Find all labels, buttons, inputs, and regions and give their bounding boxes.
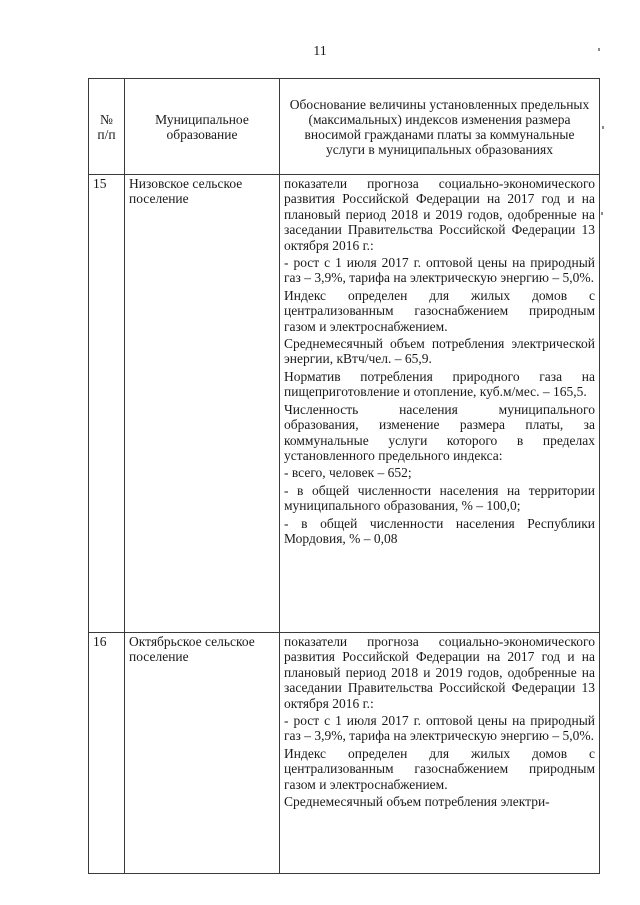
page-number: 11 (313, 44, 327, 59)
justification-cell (280, 175, 600, 633)
municipality-name: Октябрьское сельское поселение (125, 633, 280, 874)
justification-paragraph: - рост с 1 июля 2017 г. оптовой цены на природный газ – 3,9%, тарифа на электрическую энергию – 5,0%. (284, 255, 595, 286)
justification-paragraph: - рост с 1 июля 2017 г. оптовой цены на природный газ – 3,9%, тарифа на электрическую энергию – 5,0%. (284, 713, 595, 744)
justification-paragraph: показатели прогноза социально-экономического развития Российской Федерации на 2017 год и на плановый период 2018 и 2019 годов, одобренные на заседании Правительства Российской Федерации 13 октября 2016 г.: (284, 176, 595, 253)
row-number: 15 (89, 175, 125, 633)
row-number: 16 (89, 633, 125, 874)
header-justification: Обоснование величины установленных предельных (максимальных) индексов изменения размера вносимой гражданами платы за коммунальные услуги в муниципальных образованиях (280, 79, 600, 175)
indices-table (88, 78, 600, 874)
justification-paragraph: показатели прогноза социально-экономического развития Российской Федерации на 2017 год и на плановый период 2018 и 2019 годов, одобренные на заседании Правительства Российской Федерации 13 октября 2016 г.: (284, 634, 595, 711)
justification-paragraph: Норматив потребления природного газа на пищеприготовление и отопление, куб.м/мес. – 165,5. (284, 368, 595, 400)
municipality-name: Низовское сельское поселение (125, 175, 280, 633)
justification-paragraph: Индекс определен для жилых домов с централизованным газоснабжением природным газом и электроснабжением. (284, 745, 595, 792)
table-header-row (89, 79, 600, 175)
justification-paragraph: Индекс определен для жилых домов с централизованным газоснабжением природным газом и электроснабжением. (284, 287, 595, 334)
header-municipality: Муниципальное образование (125, 79, 280, 175)
table-row (89, 175, 600, 633)
justification-paragraph: Численность населения муниципального образования, изменение размера платы, за коммунальные услуги которого в пределах установленного предельного индекса: (284, 401, 595, 463)
table-row (89, 633, 600, 874)
justification-paragraph: Среднемесячный объем потребления электри- (284, 794, 550, 810)
justification-paragraph: Среднемесячный объем потребления электрической энергии, кВтч/чел. – 65,9. (284, 336, 595, 367)
header-number: № п/п (89, 79, 125, 175)
scan-artifact-mark (601, 212, 603, 215)
justification-paragraph: - в общей численности населения Республики Мордовия, % – 0,08 (284, 515, 595, 546)
scan-artifact-mark (602, 126, 604, 129)
justification-paragraph: - в общей численности населения на территории муниципального образования, % – 100,0; (284, 482, 595, 514)
justification-cell (280, 633, 600, 874)
scan-artifact-mark (598, 48, 600, 51)
justification-paragraph: - всего, человек – 652; (284, 465, 412, 481)
